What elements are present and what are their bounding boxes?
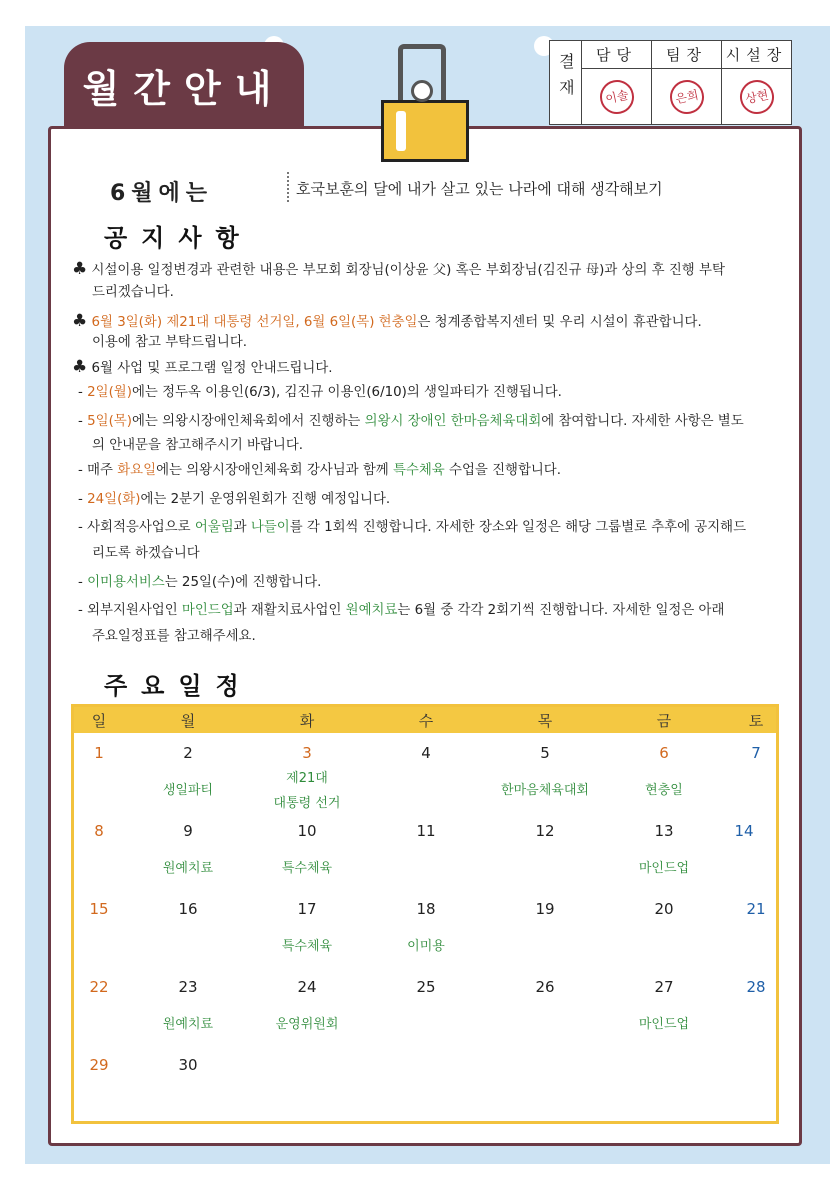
event-label: 원예치료	[162, 1017, 214, 1032]
schedule-calendar	[71, 704, 779, 1124]
event-label: 특수체육	[281, 939, 333, 954]
notice-title: 공지사항	[104, 224, 253, 252]
day-cell: 6	[659, 744, 669, 762]
notice-sub-5: - 사회적응사업으로 어울림과 나들이를 각 1회씩 진행합니다. 자세한 장소와 일정은 해당 그룹별로 추후에 공지해드	[78, 520, 747, 535]
notice-item-1-cont: 드리겠습니다.	[92, 285, 174, 300]
event-label: 제21대	[286, 771, 328, 786]
approval-col-team-lead: 팀장	[652, 41, 722, 69]
notice-sub-6: - 이미용서비스는 25일(수)에 진행합니다.	[78, 575, 322, 590]
event-label: 마인드업	[638, 1017, 690, 1032]
day-cell: 10	[297, 822, 317, 840]
notice-item-2-cont: 이용에 참고 부탁드립니다.	[92, 335, 248, 350]
weekday-thu: 목	[537, 712, 553, 730]
day-cell: 28	[746, 978, 766, 996]
notice-sub-4: - 24일(화)에는 2분기 운영위원회가 진행 예정입니다.	[78, 492, 391, 507]
event-label: 대통령 선거	[273, 796, 341, 811]
event-label: 현충일	[645, 783, 683, 798]
approval-stamp-team-lead: 은희	[652, 69, 722, 125]
weekday-mon: 월	[180, 712, 196, 730]
day-cell: 20	[654, 900, 674, 918]
weekday-fri: 금	[656, 712, 672, 730]
day-cell: 30	[178, 1056, 198, 1074]
notice-item-1: ♣ 시설이용 일정변경과 관련한 내용은 부모회 회장님(이상윤 父) 혹은 부회장님(김진규 母)과 상의 후 진행 부탁	[72, 259, 725, 279]
notice-sub-3: - 매주 화요일에는 의왕시장애인체육회 강사님과 함께 특수체육 수업을 진행합니다.	[78, 463, 562, 478]
event-label: 원예치료	[162, 861, 214, 876]
approval-col-staff: 담당	[582, 41, 652, 69]
weekday-tue: 화	[299, 712, 315, 730]
day-cell: 1	[94, 744, 104, 762]
day-cell: 19	[535, 900, 555, 918]
day-cell: 29	[89, 1056, 109, 1074]
day-cell: 27	[654, 978, 674, 996]
day-cell: 9	[183, 822, 193, 840]
day-cell: 15	[89, 900, 109, 918]
approval-label: 결재	[550, 41, 582, 125]
page-title: 월간안내	[82, 67, 286, 111]
binder-clip-icon	[381, 100, 469, 162]
day-cell: 8	[94, 822, 104, 840]
day-cell: 12	[535, 822, 555, 840]
day-cell: 21	[746, 900, 766, 918]
day-cell: 7	[751, 744, 761, 762]
day-cell: 11	[416, 822, 436, 840]
event-label: 운영위원회	[275, 1017, 339, 1032]
notice-item-3: ♣ 6월 사업 및 프로그램 일정 안내드립니다.	[72, 357, 333, 377]
club-bullet-icon: ♣	[72, 259, 88, 279]
day-cell: 24	[297, 978, 317, 996]
day-cell: 18	[416, 900, 436, 918]
month-heading: 6월에는	[110, 181, 214, 206]
weekday-sat: 토	[748, 712, 764, 730]
day-cell: 25	[416, 978, 436, 996]
approval-table	[549, 40, 792, 125]
notice-sub-7-cont: 주요일정표를 참고해주세요.	[92, 629, 256, 644]
day-cell: 4	[421, 744, 431, 762]
day-cell: 22	[89, 978, 109, 996]
day-cell: 3	[302, 744, 312, 762]
day-cell: 26	[535, 978, 555, 996]
approval-col-director: 시설장	[722, 41, 792, 69]
month-theme: 호국보훈의 달에 내가 살고 있는 나라에 대해 생각해보기	[296, 180, 663, 198]
notice-sub-2-cont: 의 안내문을 참고해주시기 바랍니다.	[92, 438, 304, 453]
notice-sub-2: - 5일(목)에는 의왕시장애인체육회에서 진행하는 의왕시 장애인 한마음체육대회에 참여합니다. 자세한 사항은 별도	[78, 414, 744, 429]
notice-sub-1: - 2일(월)에는 정두옥 이용인(6/3), 김진규 이용인(6/10)의 생일파티가 진행됩니다.	[78, 385, 562, 400]
event-label: 특수체육	[281, 861, 333, 876]
day-cell: 17	[297, 900, 317, 918]
event-label: 한마음체육대회	[501, 783, 589, 798]
binder-clip-ring	[411, 80, 433, 102]
month-divider	[287, 172, 289, 202]
day-cell: 5	[540, 744, 550, 762]
day-cell: 14	[734, 822, 754, 840]
event-label: 생일파티	[162, 783, 214, 798]
event-label: 이미용	[407, 939, 445, 954]
weekday-wed: 수	[418, 712, 434, 730]
club-bullet-icon: ♣	[72, 311, 88, 331]
day-cell: 2	[183, 744, 193, 762]
club-bullet-icon: ♣	[72, 357, 88, 377]
day-cell: 13	[654, 822, 674, 840]
weekday-sun: 일	[91, 712, 107, 730]
notice-sub-5-cont: 리도록 하겠습니다	[92, 546, 200, 561]
approval-stamp-director: 상현	[722, 69, 792, 125]
schedule-title: 주요일정	[104, 672, 253, 700]
day-cell: 16	[178, 900, 198, 918]
event-label: 마인드업	[638, 861, 690, 876]
notice-sub-7: - 외부지원사업인 마인드업과 재활치료사업인 원예치료는 6월 중 각각 2회기씩 진행합니다. 자세한 일정은 아래	[78, 603, 725, 618]
approval-stamp-staff: 이솔	[582, 69, 652, 125]
notice-item-2: ♣ 6월 3일(화) 제21대 대통령 선거일, 6월 6일(목) 현충일은 청계종합복지센터 및 우리 시설이 휴관합니다.	[72, 311, 702, 331]
day-cell: 23	[178, 978, 198, 996]
